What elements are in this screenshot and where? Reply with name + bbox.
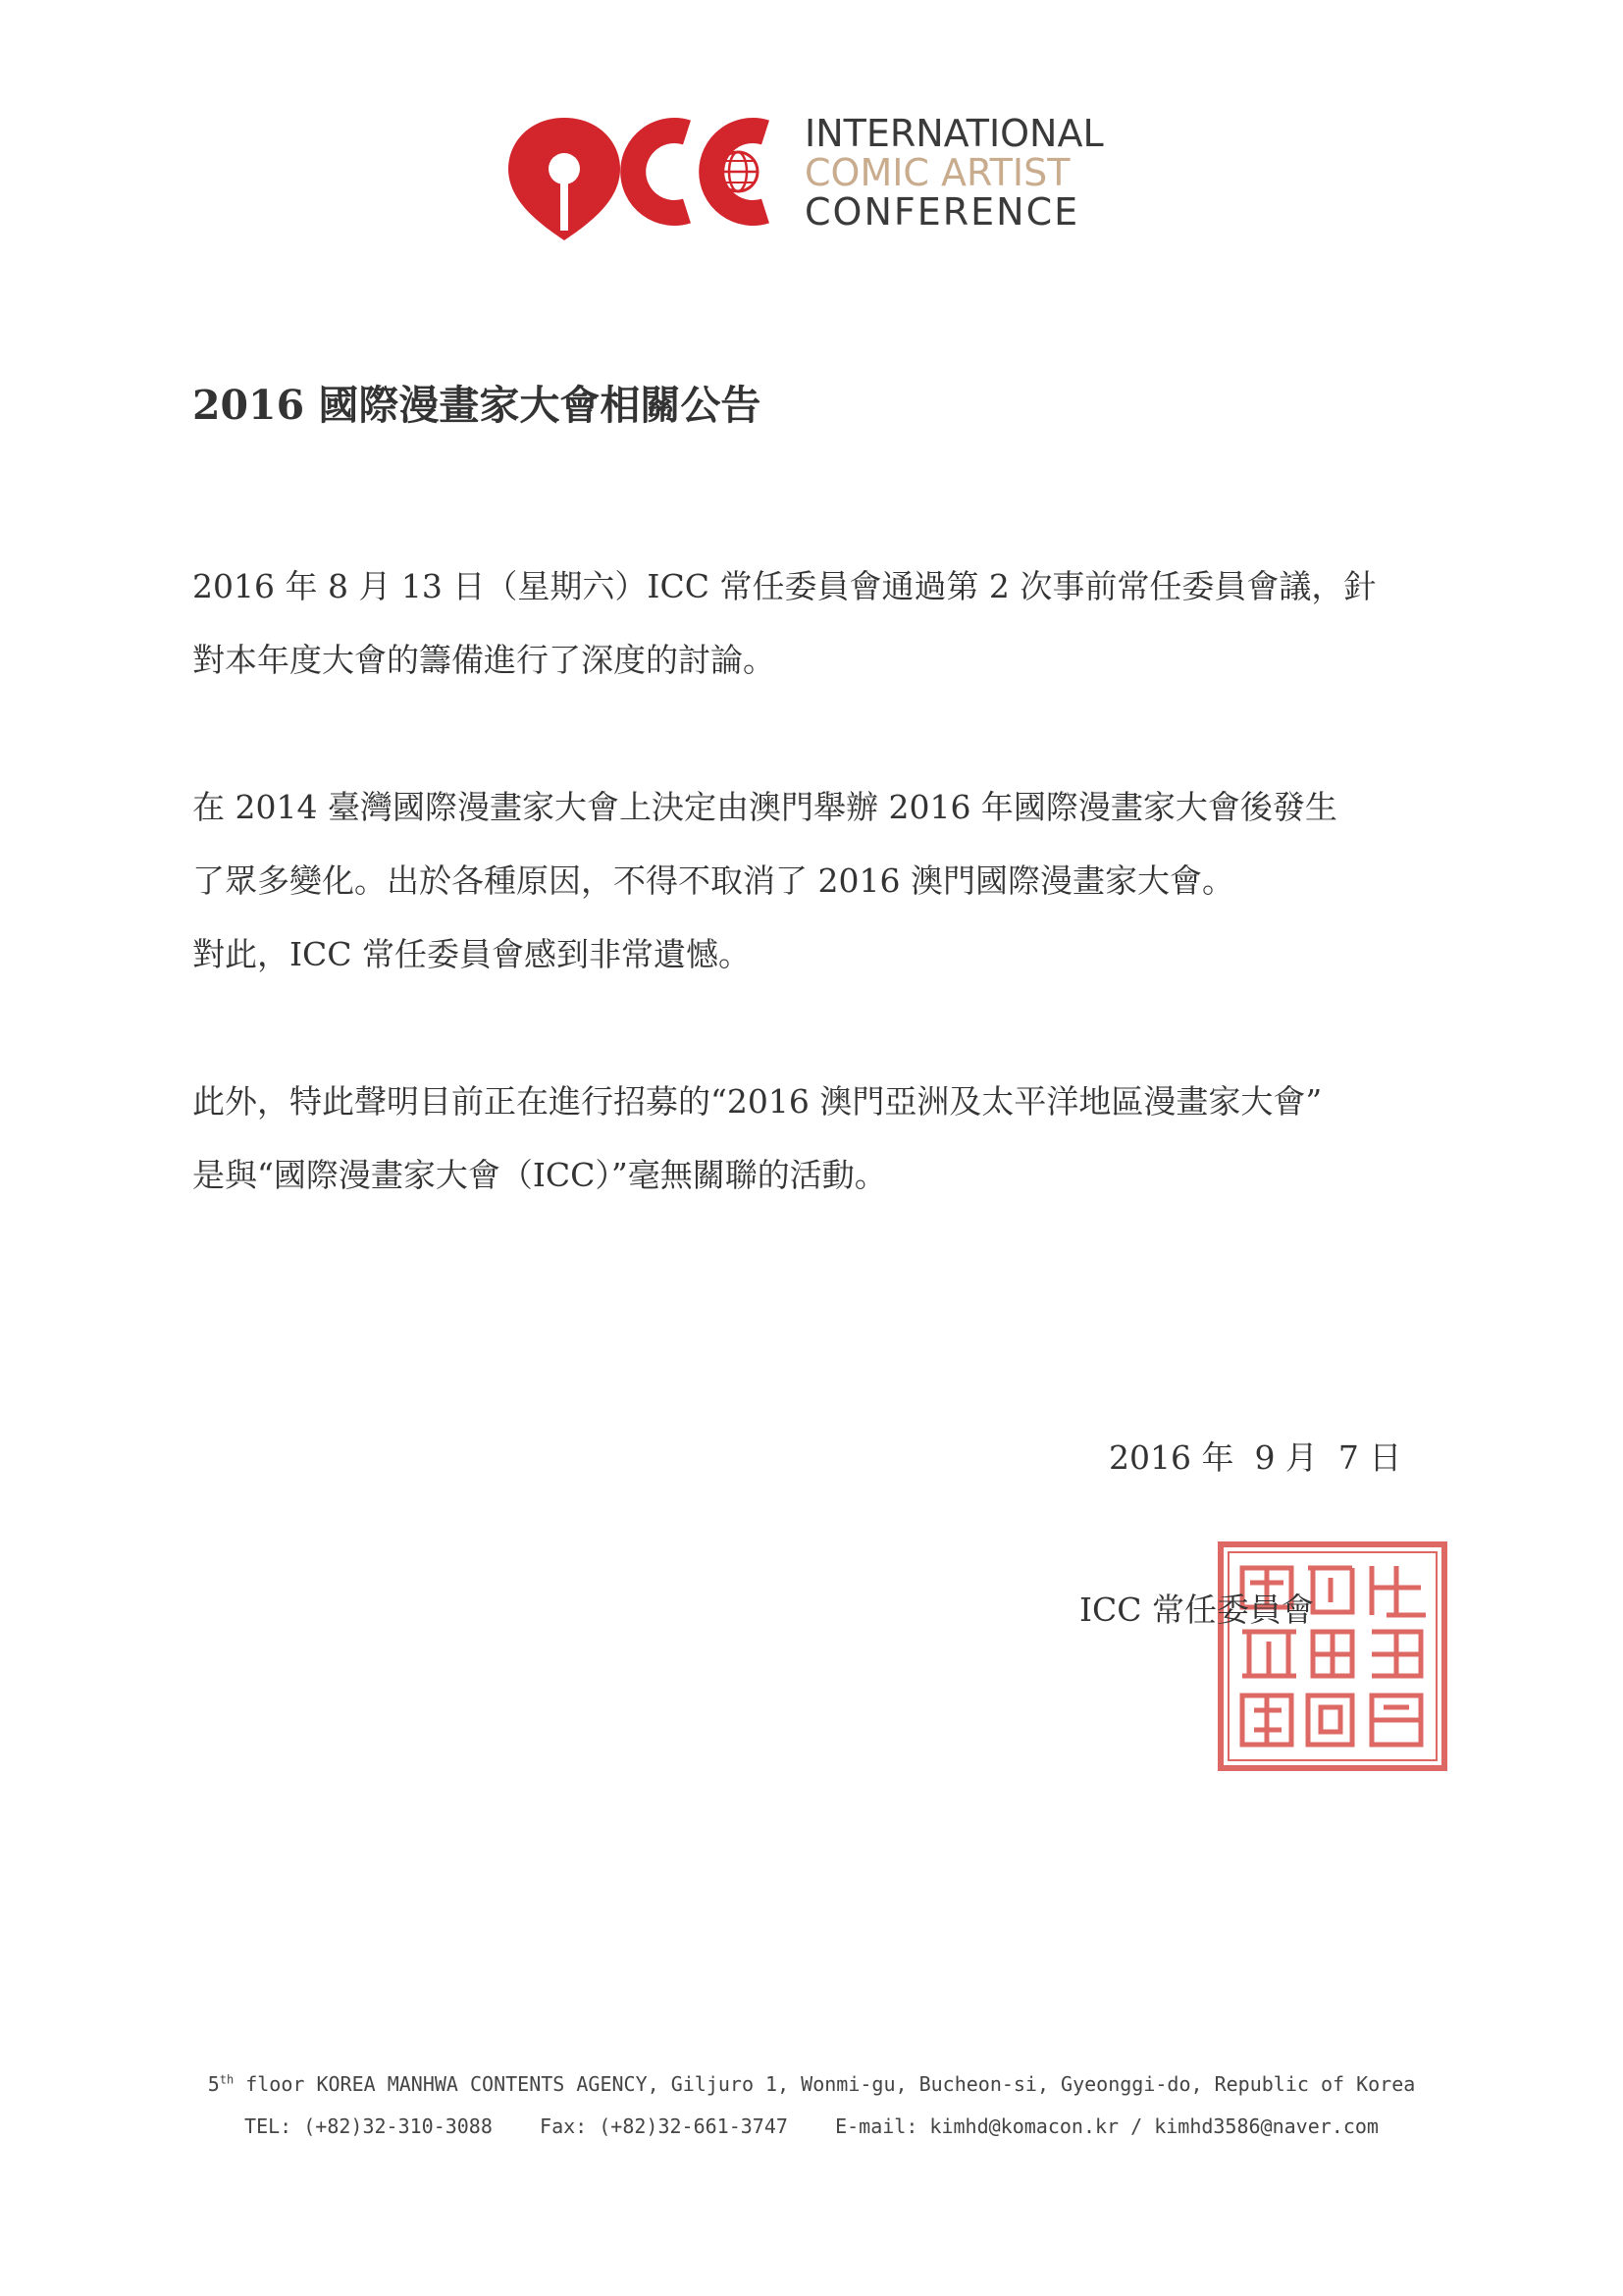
paragraph-line: 2016 年 8 月 13 日（星期六）ICC 常任委員會通過第 2 次事前常任委員會議，針 [192, 567, 1377, 605]
footer-address [0, 2072, 1623, 2096]
logo-line-1: INTERNATIONAL [805, 112, 1104, 155]
signature-committee: ICC 常任委員會 [1079, 1591, 1315, 1629]
footer-floor-number: 5 [207, 2072, 220, 2096]
paragraph-line: 此外，特此聲明目前正在進行招募的“2016 澳門亞洲及太平洋地區漫畫家大會” [192, 1082, 1323, 1121]
paragraph-line: 是與“國際漫畫家大會（ICC）”毫無關聯的活動。 [192, 1156, 887, 1194]
icc-logo [491, 108, 1104, 245]
footer-floor-suffix: th [219, 2072, 235, 2087]
paragraph-line: 了眾多變化。出於各種原因，不得不取消了 2016 澳門國際漫畫家大會。 [192, 861, 1234, 900]
footer-address-text: floor KOREA MANHWA CONTENTS AGENCY, Giljuro 1, Wonmi-gu, Bucheon-si, Gyeonggi-do, Republic of Korea [234, 2072, 1416, 2096]
paragraph-line: 在 2014 臺灣國際漫畫家大會上決定由澳門舉辦 2016 年國際漫畫家大會後發生 [192, 788, 1337, 826]
icc-logo-wordmark [805, 114, 1104, 232]
paragraph-3 [192, 1065, 1322, 1212]
document-title: 2016 國際漫畫家大會相關公告 [192, 382, 761, 429]
icc-logo-mark [491, 108, 785, 245]
logo-line-2: COMIC ARTIST [805, 151, 1071, 194]
logo-line-3: CONFERENCE [805, 190, 1080, 234]
paragraph-1 [192, 549, 1376, 697]
footer-contact: TEL: (+82)32-310-3088 Fax: (+82)32-661-3747 E-mail: kimhd@komacon.kr / kimhd3586@naver.com [244, 2114, 1379, 2138]
paragraph-line: 對本年度大會的籌備進行了深度的討論。 [192, 641, 775, 679]
document-date: 2016 年 9 月 7 日 [1109, 1438, 1402, 1477]
paragraph-line: 對此，ICC 常任委員會感到非常遺憾。 [192, 935, 752, 973]
official-seal-stamp [1215, 1539, 1450, 1774]
paragraph-2 [192, 770, 1337, 991]
